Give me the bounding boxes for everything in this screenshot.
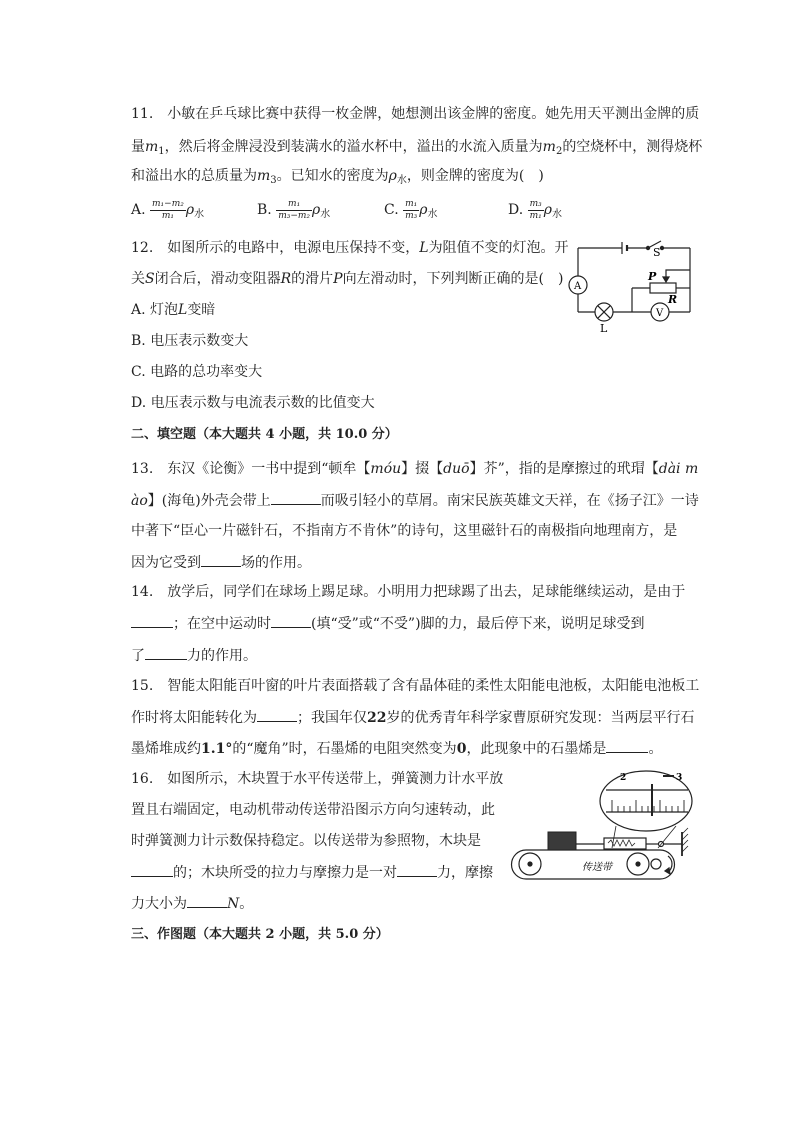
q12-option-b: B. 电压表示数变大 — [131, 333, 249, 349]
option-letter: B. — [257, 202, 272, 218]
q11-text: 。已知水的密度为 — [276, 168, 389, 184]
q11-text: 和溢出水的总质量为 — [131, 168, 257, 184]
label-s: S — [653, 246, 661, 259]
q11-text: 量 — [131, 139, 145, 155]
zero-value: 0 — [456, 741, 467, 757]
q11-text: ，然后将金牌浸没到装满水的溢水杯中，溢出的水流入质量为 — [164, 139, 543, 155]
q11-line-1: 11. 小敏在乒乓球比赛中获得一枚金牌，她想测出该金牌的密度。她先用天平测出金牌的质 — [131, 106, 700, 122]
q15-text: ，此现象中的石墨烯是 — [466, 741, 607, 757]
q13-line-2 — [131, 490, 699, 511]
q15-text: ；我国年仅 — [297, 710, 367, 726]
numerator: m₁−m₂ — [152, 198, 184, 209]
water-sub: 水 — [194, 209, 205, 220]
option-letter: D. — [508, 202, 524, 218]
q14-text: 力的作用。 — [187, 648, 257, 664]
pinyin: móu — [370, 461, 402, 477]
q16-text: 力，摩擦 — [437, 865, 493, 881]
q16-text: 力大小为 — [131, 896, 187, 912]
q14-line-2 — [131, 613, 645, 634]
q16-line-5 — [131, 893, 253, 914]
q12-text: 闭合后，滑动变阻器 — [154, 271, 281, 287]
q13-text: 场的作用。 — [241, 555, 311, 571]
q12-text: 的滑片 — [291, 271, 334, 287]
wood-block — [548, 832, 576, 850]
var-m: m — [145, 139, 159, 155]
q11-option-c — [384, 198, 438, 227]
q13-text: 13. 东汉《论衡》一书中提到“顿牟【 — [131, 461, 371, 477]
denominator: m₁ — [161, 210, 174, 221]
var-P: P — [333, 271, 343, 287]
q12-option-c: C. 电路的总功率变大 — [131, 364, 263, 380]
sub-1: 1 — [158, 146, 165, 157]
q14-line-1: 14. 放学后，同学们在球场上踢足球。小明用力把球踢了出去，足球能继续运动，是由于 — [131, 584, 686, 600]
q13-text: 】芥”，指的是摩擦过的玳瑁【 — [469, 461, 659, 477]
q11-option-d — [508, 198, 562, 227]
label-l: L — [600, 322, 608, 335]
slider-arrow — [663, 277, 669, 282]
q16-text: 。 — [239, 896, 254, 912]
answer-blank[interactable] — [145, 645, 187, 660]
fraction — [528, 199, 544, 222]
var-L: L — [178, 302, 188, 318]
label-r: R — [668, 293, 678, 306]
q15-line-1: 15. 智能太阳能百叶窗的叶片表面搭载了含有晶体硅的柔性太阳能电池板，太阳能电池板工 — [131, 678, 700, 694]
circuit-diagram — [564, 236, 704, 336]
q12-text: 向左滑动时，下列判断正确的是( ) — [342, 271, 564, 287]
age-number: 22 — [367, 710, 387, 726]
answer-blank[interactable] — [271, 613, 311, 628]
sub-3: 3 — [270, 175, 277, 186]
q13-line-4 — [131, 552, 311, 573]
q15-text: 作时将太阳能转化为 — [131, 710, 257, 726]
pinyin: dài m — [658, 461, 699, 477]
fraction — [276, 199, 312, 222]
q12-text: 为阻值不变的灯泡。开 — [428, 240, 569, 256]
q15-text: 墨烯堆成约 — [131, 741, 201, 757]
q11-text: ，则金牌的密度为( ) — [406, 168, 544, 184]
q11-option-b — [257, 198, 330, 227]
numerator: m₁ — [276, 199, 312, 211]
q14-text: ；在空中运动时 — [173, 616, 271, 632]
label-v: V — [656, 308, 664, 319]
var-m: m — [257, 168, 271, 184]
water-sub: 水 — [427, 209, 438, 220]
conveyor-belt-figure — [508, 766, 696, 882]
option-letter: A. — [131, 202, 146, 218]
rho-symbol: ρ — [388, 168, 397, 184]
rho-symbol: ρ — [185, 202, 195, 218]
q15-line-3 — [131, 738, 662, 759]
numerator: m₁ — [405, 198, 418, 209]
q12-line-1 — [131, 238, 569, 258]
belt-label: 传送带 — [582, 862, 612, 873]
sub-2: 2 — [555, 146, 563, 157]
answer-blank[interactable] — [187, 893, 227, 908]
q13-text: 】掇【 — [401, 461, 444, 477]
rho-symbol: ρ — [419, 202, 428, 218]
var-L: L — [419, 240, 429, 256]
q11-line-2 — [131, 137, 702, 162]
q12-option-a — [131, 300, 215, 320]
q15-text: 。 — [648, 741, 663, 757]
q13-line-3: 中著下“臣心一片磁针石，不指南方不肯休”的诗句，这里磁针石的南极指向地理南方，是 — [131, 523, 678, 539]
tick-label-right: 3 — [676, 773, 683, 783]
fraction — [403, 199, 419, 222]
q16-line-2: 置且右端固定，电动机带动传送带沿图示方向匀速转动，此 — [131, 802, 495, 818]
fraction — [150, 199, 186, 222]
q15-text: 岁的优秀青年科学家曹原研究发现：当两层平行石 — [386, 710, 695, 726]
water-sub: 水 — [552, 209, 563, 220]
option-letter: C. — [384, 202, 399, 218]
rho-symbol: ρ — [312, 202, 321, 218]
answer-blank[interactable] — [606, 738, 648, 753]
var-R: R — [280, 271, 292, 287]
answer-blank[interactable] — [201, 552, 241, 567]
answer-blank[interactable] — [131, 613, 173, 628]
q14-text: (填“受”或“不受”)脚的力，最后停下来，说明足球受到 — [311, 616, 645, 632]
answer-blank[interactable] — [397, 862, 437, 877]
q15-text: 的“魔角”时，石墨烯的电阻突然变为 — [232, 741, 457, 757]
q16-text: 的；木块所受的拉力与摩擦力是一对 — [173, 865, 397, 881]
q11-line-3 — [131, 166, 544, 191]
label-a: A — [574, 281, 582, 292]
var-S: S — [145, 271, 155, 287]
water-sub: 水 — [396, 175, 407, 186]
q12-option-d: D. 电压表示数与电流表示数的比值变大 — [131, 395, 375, 411]
q14-line-3 — [131, 645, 257, 666]
water-sub: 水 — [320, 209, 331, 220]
q15-line-2 — [131, 707, 694, 728]
rheostat — [650, 283, 676, 293]
q13-line-1 — [131, 459, 698, 479]
pinyin: ào — [131, 493, 148, 509]
label-p: P — [648, 270, 657, 283]
answer-blank[interactable] — [257, 707, 297, 722]
var-m: m — [542, 139, 556, 155]
denominator: m₃−m₂ — [278, 210, 311, 221]
q12-line-2 — [131, 269, 564, 289]
q13-text: 而吸引轻小的草屑。南宋民族英雄文天祥，在《扬子江》一诗 — [320, 493, 699, 509]
section-2-title: 二、填空题（本大题共 4 小题，共 10.0 分） — [131, 427, 398, 442]
pinyin: duō — [443, 461, 470, 477]
rho-symbol: ρ — [543, 202, 553, 218]
q13-text: 因为它受到 — [131, 555, 201, 571]
q11-text: 的空烧杯中，测得烧杯 — [562, 139, 703, 155]
numerator: m₃ — [529, 198, 542, 209]
q14-text: 了 — [131, 648, 145, 664]
q12-text: 12. 如图所示的电路中，电源电压保持不变， — [131, 240, 420, 256]
q12-text: 变暗 — [187, 302, 216, 318]
angle-value: 1.1° — [201, 741, 233, 757]
section-3-title: 三、作图题（本大题共 2 小题，共 5.0 分） — [131, 927, 389, 942]
denominator: m₁ — [529, 210, 542, 221]
q16-line-1: 16. 如图所示，木块置于水平传送带上，弹簧测力计水平放 — [131, 771, 504, 787]
q12-text: A. 灯泡 — [131, 302, 179, 318]
q11-option-a — [131, 198, 204, 227]
q12-text: 关 — [131, 271, 145, 287]
q16-line-3: 时弹簧测力计示数保持稳定。以传送带为参照物，木块是 — [131, 833, 481, 849]
answer-blank[interactable] — [271, 490, 321, 505]
denominator: m₃ — [405, 210, 418, 221]
tick-label-left: 2 — [620, 773, 627, 783]
unit-n: N — [227, 896, 240, 912]
q16-line-4 — [131, 862, 493, 883]
answer-blank[interactable] — [131, 862, 173, 877]
q13-text: 】(海龟)外壳会带上 — [147, 493, 271, 509]
